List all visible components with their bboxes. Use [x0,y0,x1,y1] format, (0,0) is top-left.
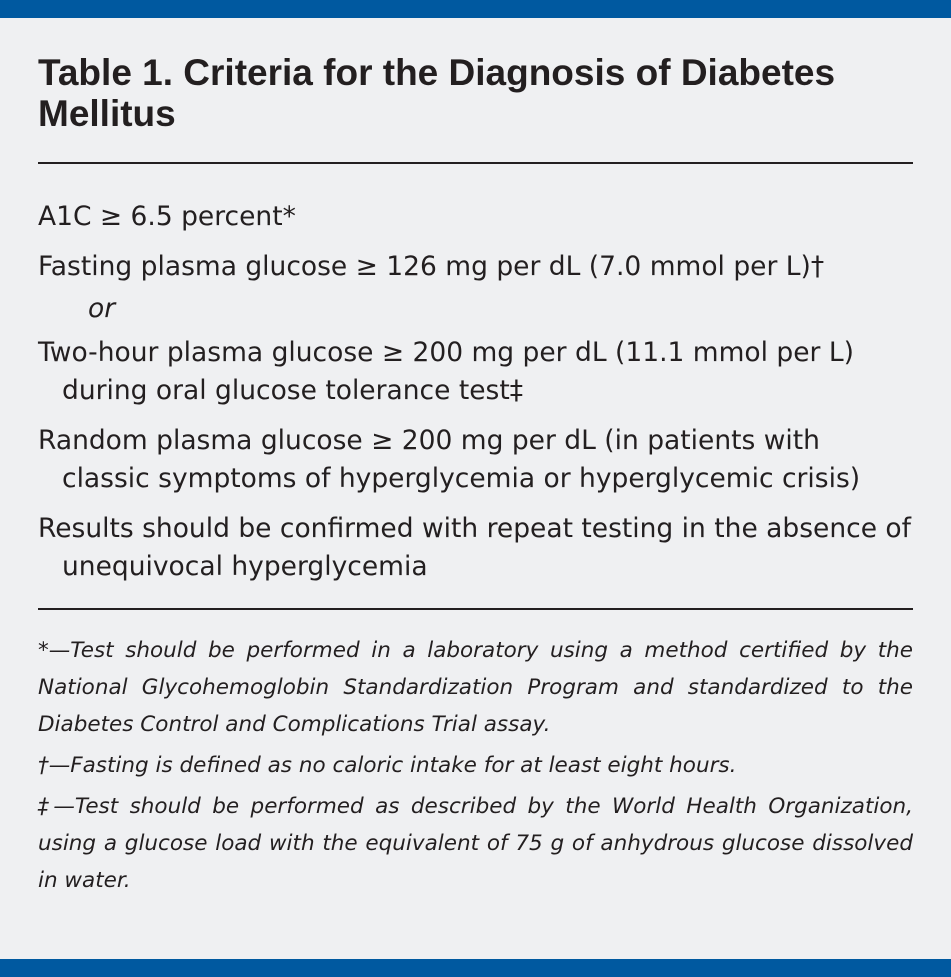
footnote-divider [38,608,913,610]
criteria-list [38,198,913,586]
footnote-dagger: †—Fasting is defined as no caloric intake for at least eight hours. [38,753,737,778]
criterion-fasting-glucose: Fasting plasma glucose ≥ 126 mg per dL (7.0 mmol per L)† [38,251,825,282]
title-divider [38,162,913,164]
footnote-double-dagger: ‡—Test should be performed as described by the World Health Organization, using a glucose load with the equivalent of 75 g of anhydrous glucose dissolved in water. [38,794,913,893]
criterion-or-connector: or [88,293,116,324]
criterion-random-glucose: Random plasma glucose ≥ 200 mg per dL (in patients with classic symptoms of hyperglycemia or hyperglycemic crisis) [38,425,861,494]
criterion-a1c: A1C ≥ 6.5 percent* [38,201,296,232]
criterion-two-hour-glucose: Two-hour plasma glucose ≥ 200 mg per dL (11.1 mmol per L) during oral glucose tolerance test‡ [38,337,854,406]
top-accent-bar [0,0,951,18]
table-title: Table 1. Criteria for the Diagnosis of Diabetes Mellitus [38,52,836,134]
criterion-confirmation: Results should be confirmed with repeat testing in the absence of unequivocal hyperglycemia [38,513,911,582]
footnote-asterisk: *—Test should be performed in a laboratory using a method certified by the National Glycohemoglobin Standardization Program and standardized to the Diabetes Control and Complications Trial assay. [38,638,913,737]
bottom-accent-bar [0,959,951,977]
table-panel [38,52,913,903]
footnotes [38,632,913,899]
